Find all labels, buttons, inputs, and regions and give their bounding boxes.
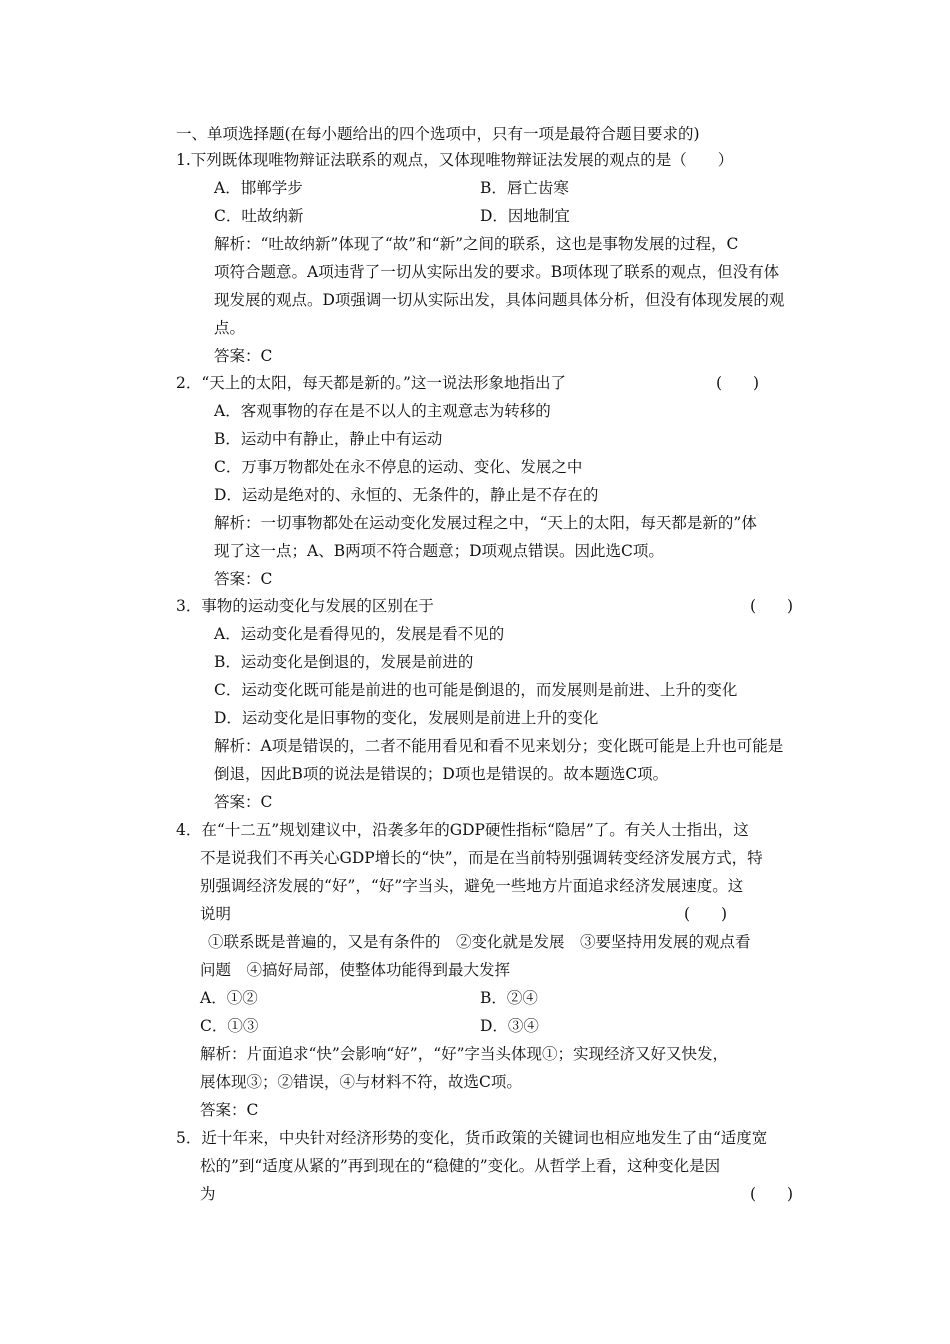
- question-3-stem: 3．事物的运动变化与发展的区别在于: [176, 597, 434, 615]
- question-1-option-a: A．邯郸学步: [214, 179, 303, 197]
- question-4-option-d: D．③④: [480, 1017, 539, 1035]
- question-1-option-c: C．吐故纳新: [214, 207, 304, 225]
- question-4-option-a: A．①②: [200, 989, 258, 1007]
- question-4-analysis-line: 解析：片面追求“快”会影响“好”，“好”字当头体现①；实现经济又好又快发，: [200, 1045, 729, 1063]
- question-3-analysis-line: 倒退，因此B项的说法是错误的；D项也是错误的。故本题选C项。: [214, 765, 669, 783]
- question-2-stem: 2．“天上的太阳，每天都是新的。”这一说法形象地指出了: [176, 374, 566, 392]
- question-2-option-b: B．运动中有静止，静止中有运动: [214, 430, 443, 448]
- question-1-analysis-line: 项符合题意。A项违背了一切从实际出发的要求。B项体现了联系的观点，但没有体: [214, 263, 780, 281]
- question-4-answer: 答案：C: [200, 1101, 259, 1119]
- question-4-statements-line: ①联系既是普遍的，又是有条件的 ②变化就是发展 ③要坚持用发展的观点看: [208, 933, 751, 951]
- question-3-answer-blank: ( ): [750, 597, 794, 615]
- question-4-stem-line: 说明: [200, 905, 232, 923]
- question-1-option-b: B．唇亡齿寒: [480, 179, 569, 197]
- question-1-analysis-line: 现发展的观点。D项强调一切从实际出发，具体问题具体分析，但没有体现发展的观: [214, 291, 785, 309]
- question-1-analysis-line: 点。: [214, 319, 246, 337]
- question-4-analysis-line: 展体现③；②错误，④与材料不符，故选C项。: [200, 1073, 522, 1091]
- question-1-option-d: D．因地制宜: [480, 207, 570, 225]
- question-5-stem-line: 松的”到“适度从紧的”再到现在的“稳健的”变化。从哲学上看，这种变化是因: [200, 1157, 721, 1175]
- question-4-stem-line: 别强调经济发展的“好”，“好”字当头，避免一些地方片面追求经济发展速度。这: [200, 877, 744, 895]
- question-3-option-b: B．运动变化是倒退的，发展是前进的: [214, 653, 474, 671]
- question-2-option-a: A．客观事物的存在是不以人的主观意志为转移的: [214, 402, 551, 420]
- question-4-answer-blank: ( ): [684, 905, 728, 923]
- question-3-option-c: C．运动变化既可能是前进的也可能是倒退的，而发展则是前进、上升的变化: [214, 681, 738, 699]
- question-3-option-a: A．运动变化是看得见的，发展是看不见的: [214, 625, 505, 643]
- question-4-option-c: C．①③: [200, 1017, 259, 1035]
- question-1-answer: 答案：C: [214, 347, 273, 365]
- question-5-stem-line: 为: [200, 1185, 216, 1203]
- question-3-option-d: D．运动变化是旧事物的变化，发展则是前进上升的变化: [214, 709, 599, 727]
- question-2-analysis-line: 现了这一点；A、B两项不符合题意；D项观点错误。因此选C项。: [214, 542, 664, 560]
- section-heading: 一、单项选择题(在每小题给出的四个选项中，只有一项是最符合题目要求的): [176, 125, 700, 143]
- question-1-stem: 1.下列既体现唯物辩证法联系的观点，又体现唯物辩证法发展的观点的是（ ）: [176, 151, 734, 169]
- question-2-answer-blank: ( ): [716, 374, 760, 392]
- question-5-stem-line: 5．近十年来，中央针对经济形势的变化，货币政策的关键词也相应地发生了由“适度宽: [176, 1129, 768, 1147]
- question-3-analysis-line: 解析：A项是错误的，二者不能用看见和看不见来划分；变化既可能是上升也可能是: [214, 737, 784, 755]
- question-4-stem-line: 不是说我们不再关心GDP增长的“快”，而是在当前特别强调转变经济发展方式，特: [200, 849, 763, 867]
- question-2-option-c: C．万事万物都处在永不停息的运动、变化、发展之中: [214, 458, 583, 476]
- question-4-option-b: B．②④: [480, 989, 538, 1007]
- question-4-statements-line: 问题 ④搞好局部，使整体功能得到最大发挥: [200, 961, 511, 979]
- question-2-option-d: D．运动是绝对的、永恒的、无条件的，静止是不存在的: [214, 486, 599, 504]
- question-2-analysis-line: 解析：一切事物都处在运动变化发展过程之中，“天上的太阳，每天都是新的”体: [214, 514, 757, 532]
- question-5-answer-blank: ( ): [750, 1185, 794, 1203]
- question-1-analysis-line: 解析：“吐故纳新”体现了“故”和“新”之间的联系，这也是事物发展的过程，C: [214, 235, 739, 253]
- question-2-answer: 答案：C: [214, 570, 273, 588]
- question-4-stem-line: 4．在“十二五”规划建议中，沿袭多年的GDP硬性指标“隐居”了。有关人士指出，这: [176, 821, 749, 839]
- question-3-answer: 答案：C: [214, 793, 273, 811]
